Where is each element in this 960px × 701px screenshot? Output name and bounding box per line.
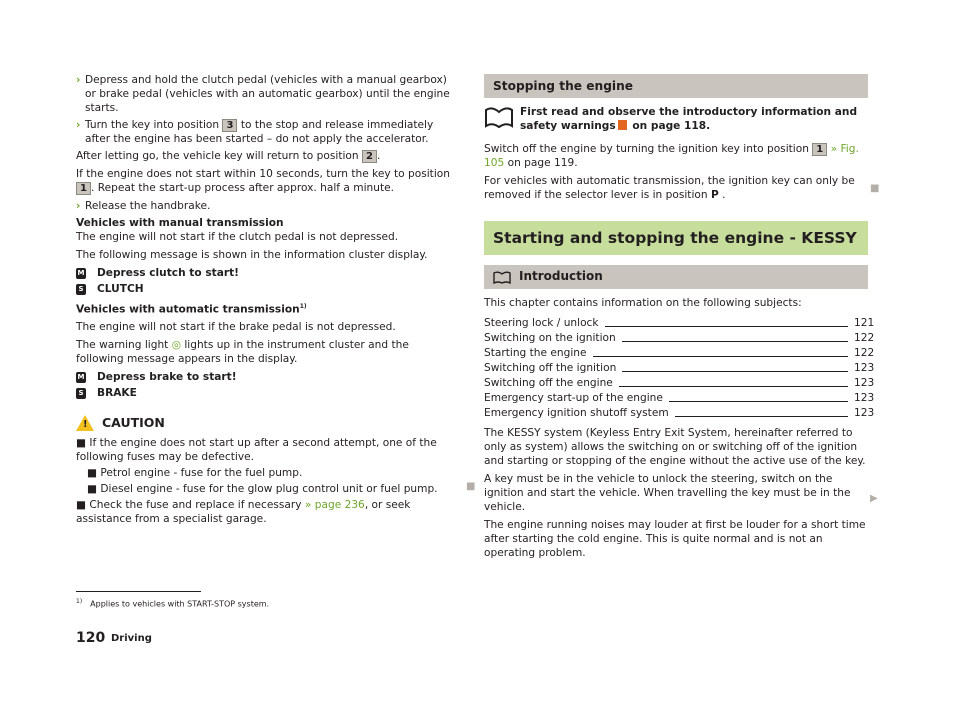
display-message: S BRAKE (76, 387, 456, 401)
caution-heading: ! CAUTION (76, 415, 456, 432)
caution-icon: ! (76, 415, 94, 431)
section-title-stopping: Stopping the engine (484, 74, 868, 98)
book-icon (484, 106, 514, 128)
toc-item[interactable]: Emergency start-up of the engine 123 (484, 392, 875, 404)
display-short-icon: S (76, 388, 86, 399)
step-handbrake: › Release the handbrake. (76, 199, 211, 212)
footnote-divider (76, 591, 201, 592)
warning-icon (618, 120, 627, 130)
step-arrow-icon: › (76, 199, 81, 212)
switch-off-text: Switch off the engine by turning the ignition key into position 1 » Fig. 105 on page 119. (484, 143, 859, 169)
footnote: $^{1)}$ Applies to vehicles with START-STOP system. (76, 598, 270, 609)
continue-arrow-icon: ▶ (870, 493, 878, 504)
page-link[interactable]: » page 236 (304, 499, 365, 512)
auto-removal-text: For vehicles with automatic transmission, the ignition key can only be removed if the selector lever is in position P . (484, 174, 855, 201)
display-message: M Depress brake to start! (77, 370, 237, 383)
toc-item[interactable]: Steering lock / unlock 121 (484, 317, 875, 330)
display-message: S CLUTCH (76, 283, 456, 297)
position-box: 1 (812, 143, 827, 156)
manual-heading: Vehicles with manual transmission (76, 216, 284, 229)
manual-text: The engine will not start if the clutch pedal is not depressed. (76, 230, 399, 243)
step-clutch: › Depress and hold the clutch pedal (vehicles with a manual gearbox) or brake pedal (vehicles with an automatic gearbox) until the engine starts. (76, 74, 450, 114)
kessy-paragraph: The engine running noises may louder at first be louder for a short time after starting the cold engine. This is quite normal and is not an operating problem. (484, 518, 866, 559)
intro-text: This chapter contains information on the following subjects: (484, 297, 802, 310)
figure-link[interactable]: » Fig. 105 (484, 143, 859, 169)
left-column (76, 74, 456, 529)
position-box: 1 (76, 182, 91, 195)
toc-item[interactable]: Switching on the ignition 122 (484, 332, 875, 345)
auto-text: The engine will not start if the brake pedal is not depressed. (76, 321, 396, 334)
right-column (484, 74, 875, 565)
display-message-icon: M (77, 372, 85, 381)
read-first-note: First read and observe the introductory information and safety warnings on page 118. (484, 106, 868, 134)
after-letting-go: After letting go, the vehicle key will return to position 2 . (76, 149, 381, 162)
position-box: 2 (362, 150, 377, 163)
following-text: The following message is shown in the information cluster display. (76, 248, 428, 261)
caution-item: ■ If the engine does not start up after a second attempt, one of the following fuses may be defective. (76, 437, 437, 464)
caution-subitem: ■ Petrol engine - fuse for the fuel pump. (87, 467, 303, 480)
step-arrow-icon: › (76, 74, 81, 86)
toc-item[interactable]: Emergency ignition shutoff system 123 (484, 406, 875, 419)
introduction-heading: Introduction (484, 265, 868, 289)
step-arrow-icon: › (76, 118, 81, 131)
section-end-icon: ■ (870, 183, 880, 194)
caution-item: ■ Check the fuse and replace if necessary » page 236, or seek assistance from a specialist garage. (76, 499, 411, 526)
brake-warning-light-icon: ◎ (171, 339, 181, 352)
toc-item[interactable]: Switching off the ignition 123 (484, 362, 875, 375)
section-end-icon: ■ (466, 481, 476, 492)
if-not-start: If the engine does not start within 10 seconds, turn the key to position 1 . Repeat the start-up process after approx. half a minute. (76, 167, 450, 194)
auto-heading: Vehicles with automatic transmission$^{1)}$ (76, 302, 307, 316)
page-number: 120 (76, 630, 106, 646)
display-short-icon: S (76, 284, 86, 295)
kessy-paragraph: A key must be in the vehicle to unlock the steering, switch on the ignition and start the vehicle. When travelling the key must be in the vehicle. (484, 472, 851, 513)
warning-light-text: The warning light ◎ lights up in the instrument cluster and the following message appears in the display. (76, 339, 409, 365)
section-name: Driving (111, 633, 152, 644)
toc-item[interactable]: Switching off the engine 123 (484, 377, 875, 390)
book-icon (493, 271, 511, 284)
toc-list (484, 317, 875, 421)
step-turn-key: › Turn the key into position 3 to the stop and release immediately after the engine has been started – do not apply the accelerator. (76, 118, 434, 145)
display-message-icon: M (77, 268, 85, 277)
kessy-paragraph: The KESSY system (Keyless Entry Exit System, hereinafter referred to only as system) allows the switching on or switching off of the ignition and starting or stopping of the engine without the active use of the key. (484, 426, 866, 467)
display-message: M Depress clutch to start! (77, 266, 239, 279)
position-box: 3 (222, 119, 237, 132)
caution-subitem: ■ Diesel engine - fuse for the glow plug control unit or fuel pump. (87, 483, 438, 496)
chapter-title-kessy: Starting and stopping the engine - KESSY (484, 221, 868, 255)
toc-item[interactable]: Starting the engine 122 (484, 347, 875, 360)
